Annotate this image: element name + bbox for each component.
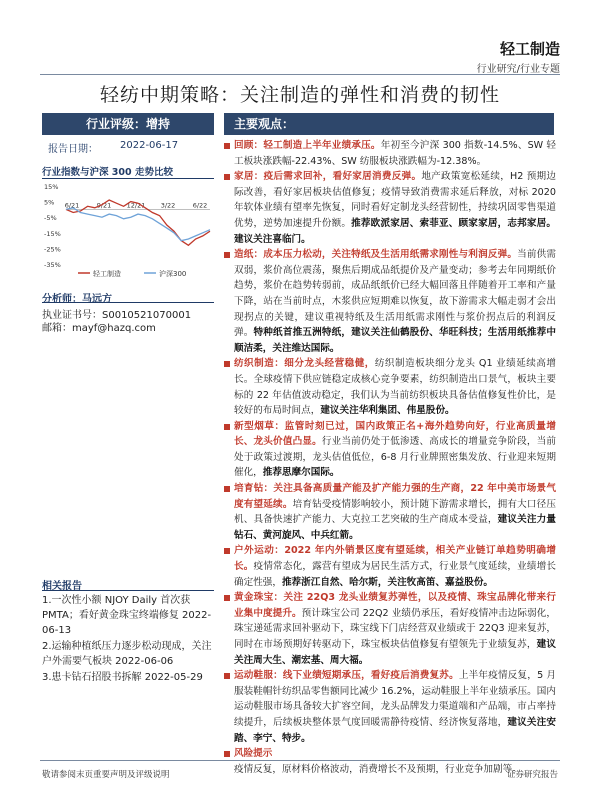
main-point-item [224,481,556,543]
point-text: 地产政策宽松延续，H2 预期边际改善，看好家居板块估值修复；疫情导致消费需求延后释放，对标 2020 年软体业绩有望率先恢复，同时看好定制龙头经营韧性，持续巩固零售渠道优势，逆势加速提升份额。 [234,171,557,229]
bullet-square-icon [224,424,230,430]
related-reports-list [42,593,216,686]
chart-title: 行业指数与沪深 300 走势比较 [42,167,173,178]
analyst-email[interactable]: 邮箱：mayf@hazq.com [42,323,156,334]
chart-title-divider [42,178,214,179]
related-divider [42,590,214,591]
point-text: 行业当前仍处于低渗透、高成长的增量竞争阶段，当前处于政策过渡期，龙头估值低位，6-8 月行业牌照密集发放、行业迎来短期催化， [234,436,557,479]
point-text: 预计珠宝公司 22Q2 业绩仍承压，看好疫情冲击边际弱化，珠宝递延需求回补驱动下，珠宝线下门店经营双业绩或于 22Q3 迎来复苏，同时在市场预期好转驱动下，珠宝板块估值修复有望领先于业绩复苏， [234,607,557,650]
report-title: 轻纺中期策略：关注制造的弹性和消费的韧性 [99,84,500,106]
certificate-number: 执业证书号：S0010521070001 [42,310,192,321]
point-recommendation: 建议关注周大生、潮宏基、周大福。 [234,639,557,666]
main-point-item [224,668,556,746]
main-point-item [224,247,556,356]
point-recommendation: 特种纸首推五洲特纸，建议关注仙鹤股份、华旺科技；生活用纸推荐中顺洁柔，关注维达国际。 [234,327,557,354]
index-comparison-chart [42,180,214,280]
main-point-item [224,590,556,668]
date-label: 报告日期： [48,144,98,155]
point-recommendation: 建议关注华利集团、伟星股份。 [320,405,455,417]
report-date [42,138,214,154]
main-points-list [224,138,556,777]
x-tick-label: 3/22 [160,201,176,210]
footer-label: 证券研究报告 [506,770,558,780]
x-tick-label: 12/21 [126,201,146,210]
date-value: 2022-06-17 [120,140,179,151]
report-type: 行业研究/行业专题 [476,64,560,75]
x-tick-label: 6/22 [192,201,208,210]
legend-label: 沪深300 [159,270,187,278]
point-heading: 风险提示 [234,748,273,760]
analyst-name: 分析师：马远方 [42,294,112,305]
main-point-item [224,138,556,169]
bullet-square-icon [224,673,230,679]
bullet-square-icon [224,361,230,367]
related-report-item[interactable]: 1.一次性小额 NJOY Daily 首次获PMTA；看好黄金珠宝终端修复 2022-06-13 [42,595,212,636]
y-tick-label: -15% [44,229,61,238]
main-point-item [224,543,556,590]
bullet-square-icon [224,174,230,180]
sector-title: 轻工制造 [499,40,560,58]
x-tick-label: 9/21 [96,201,112,210]
point-text: 年初至今沪深 300 指数-14.5%、SW 轻工板块涨跌幅-22.43%、SW 纺服板块涨跌幅为-12.38%。 [234,140,557,167]
point-text: 上半年疫情反复，5 月服装鞋帽针纺织品零售额同比减少 16.2%，运动鞋服上半年业绩承压。国内运动鞋服市场具备较大扩容空间，龙头品牌发力渠道端和产品端，市占率持续提升，后续板块整体景气度回暖需静待疫情、经济恢复落地， [234,670,556,728]
point-recommendation: 推荐思摩尔国际。 [262,467,340,479]
related-report-item[interactable]: 3.患卡钻石招股书拆解 2022-05-29 [42,672,203,683]
footer-disclaimer: 敬请参阅末页重要声明及评级说明 [42,770,170,780]
y-tick-label: -5% [44,214,57,223]
bullet-square-icon [224,252,230,258]
main-point-item [224,169,556,247]
bullet-square-icon [224,595,230,601]
y-tick-label: -25% [44,245,61,254]
point-recommendation: 推荐欧派家居、索菲亚、顾家家居，志邦家居。建议关注喜临门。 [234,217,557,245]
point-text: 纺织制造板块细分龙头 Q1 业绩延续高增长。全球疫情下供应链稳定成核心竞争要素，纺织制造出口景气，板块主要标的 22 年估值波动稳定，我们认为当前纺织板块具备估值修复性价比，是较好的布局时间点， [234,358,556,417]
point-recommendation: 推荐浙江自然、哈尔斯，关注牧高笛、嘉益股份。 [281,576,494,588]
point-text: 疫情反复，原材料价格波动，消费增长不及预期，行业竞争加剧等。 [234,763,522,775]
y-tick-label: 15% [44,183,59,191]
x-tick-label: 6/21 [64,201,80,210]
point-heading: 造纸：成本压力松动，关注特纸及生活用纸需求刚性与利润反弹。 [234,249,518,261]
point-heading: 培育钻：关注具备高质量产能及扩产能力强的生产商，22 年中美市场景气度有望延续。 [234,483,556,510]
rating-badge: 行业评级：增持 [42,113,214,135]
footer-divider [40,760,560,761]
related-reports-title: 相关报告 [42,581,82,592]
point-text: 疫情常态化，露营有望成为居民生活方式，行业景气度延续，业绩增长确定性强， [234,561,557,588]
bullet-square-icon [224,548,230,554]
point-text: 培育钻受疫情影响较小，预计随下游需求增长，拥有大口径压机、具备快速扩产能力、大克拉工艺突破的生产商成本受益， [234,498,557,526]
point-text: 当前供需双弱，浆价高位震荡，聚焦后期成品纸提价及产量变动；参考去年同期纸价趋势，浆价在趋势转弱前，成品纸纸价已经大幅回落且伴随着开工率和产量下降，站在当前时点，木浆供应短期难以恢复，故下游需求大幅走弱才会出现拐点的关键，建议重视特纸及生活用纸需求刚性与浆价拐点后的利润反弹。 [234,249,557,339]
related-report-item[interactable]: 2.运输种植纸压力逐步松动现成，关注户外需要气板块 2022-06-06 [42,641,212,667]
point-recommendation: 建议关注安踏、李宁、特步。 [234,716,557,744]
bullet-square-icon [224,486,230,492]
point-heading: 纺织制造：细分龙头经营稳健， [234,358,375,370]
header-divider [40,74,560,75]
point-heading: 运动鞋服：线下业绩短期承压，看好疫后消费复苏。 [234,670,459,682]
point-heading: 黄金珠宝：关注 22Q3 龙头业绩复苏弹性，以及疫情、珠宝品牌化带来行业集中度提升。 [234,592,556,619]
series-line-1 [66,208,210,241]
point-heading: 新型烟草：监管时刻已过，国内政策正名+海外趋势向好，行业高质量增长、龙头价值凸显。 [234,420,556,448]
point-recommendation: 建议关注力量钻石、黄河旋风、中兵红箭。 [234,514,557,541]
y-tick-label: 5% [44,198,55,207]
point-heading: 回顾：轻工制造上半年业绩承压。 [234,140,381,151]
legend-label: 轻工制造 [93,270,121,278]
point-heading: 户外运动：2022 年内外销景区度有望延续，相关产业链订单趋势明确增长。 [234,545,556,573]
main-point-item [224,419,556,481]
y-tick-label: -35% [44,261,61,269]
bullet-square-icon [224,751,230,757]
bullet-square-icon [224,143,230,149]
main-points-heading: 主要观点： [224,113,554,135]
main-point-item [224,356,556,418]
analyst-divider [42,302,214,303]
point-heading: 家居：疫后需求回补，看好家居消费反弹。 [234,171,422,183]
